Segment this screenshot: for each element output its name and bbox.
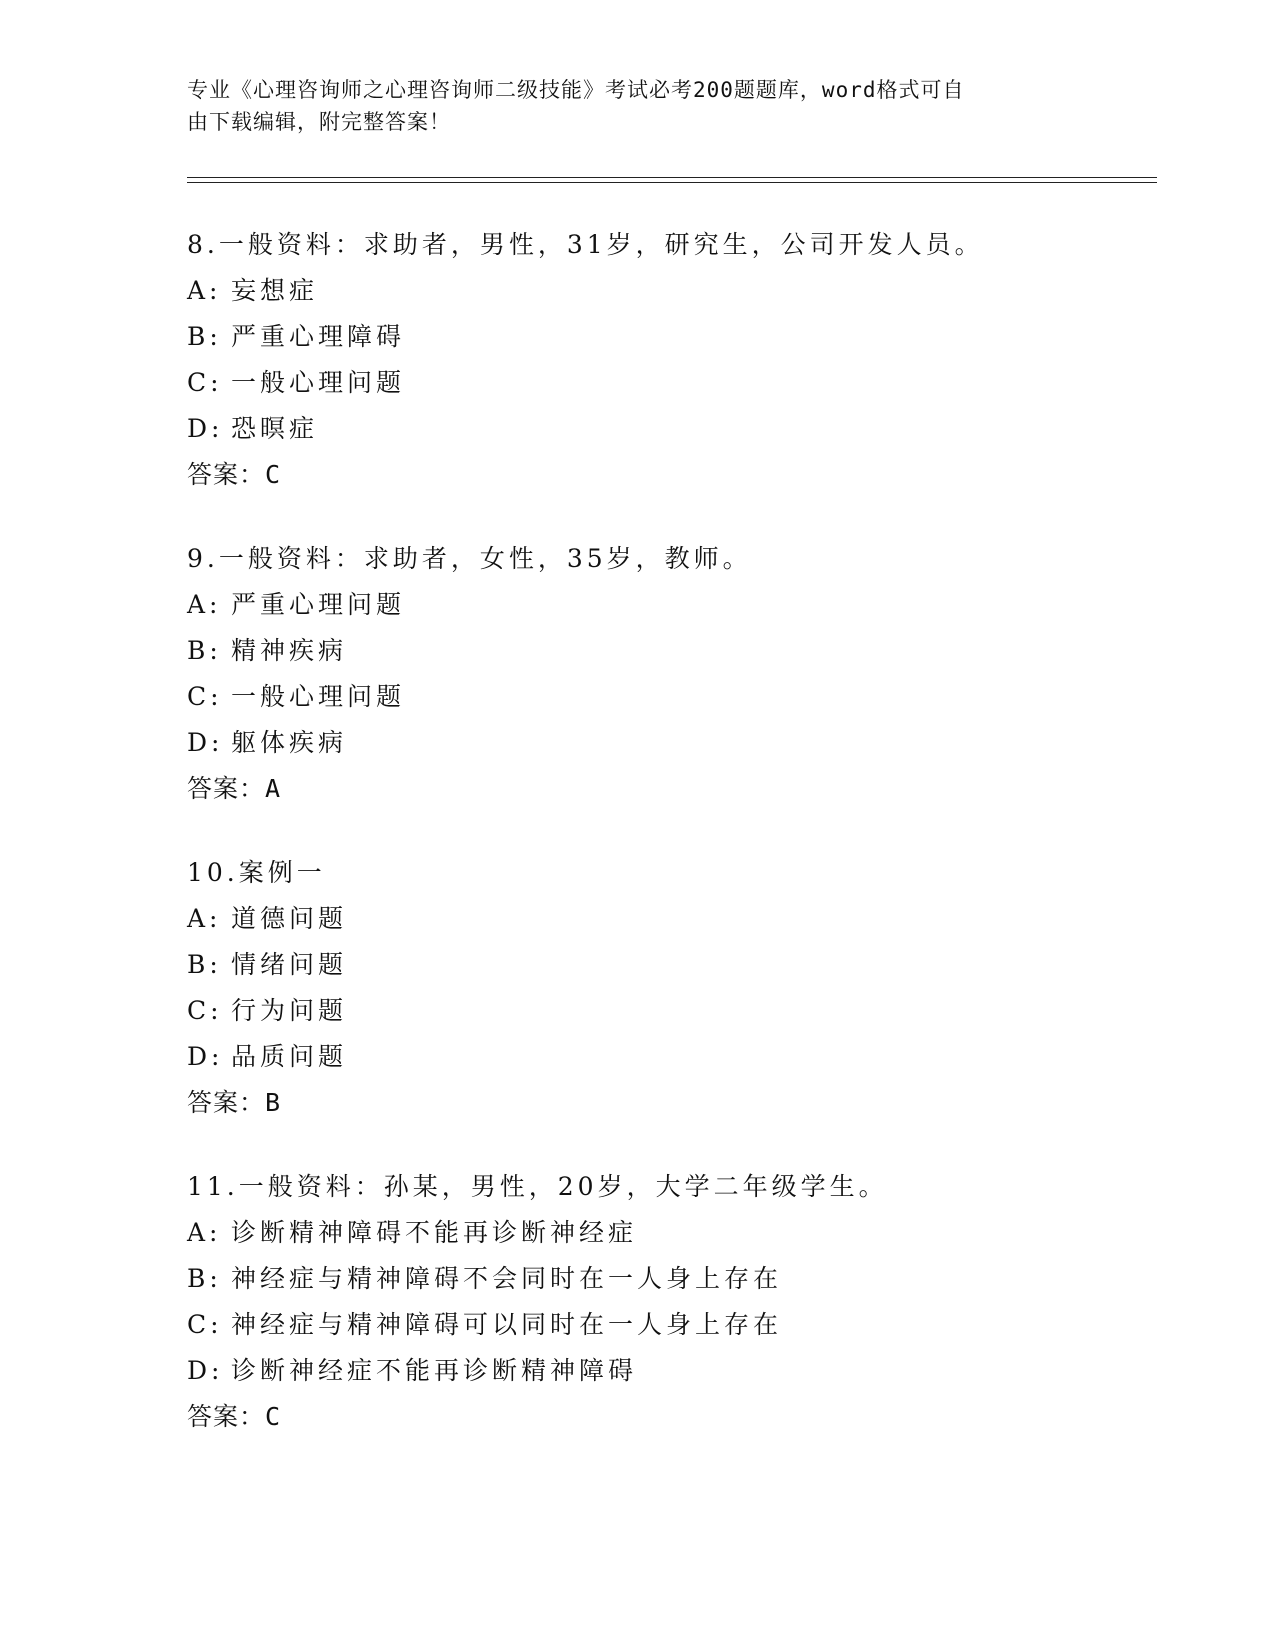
option-label: A: bbox=[187, 904, 222, 933]
header-line-2: 由下载编辑，附完整答案！ bbox=[187, 110, 451, 134]
option-label: A: bbox=[187, 590, 222, 619]
option-label: B: bbox=[187, 322, 222, 351]
option-text: 诊断神经症不能再诊断精神障碍 bbox=[231, 1356, 638, 1385]
option-d bbox=[187, 1034, 1087, 1080]
option-text: 严重心理障碍 bbox=[231, 322, 406, 351]
option-a bbox=[187, 1210, 1087, 1256]
option-a bbox=[187, 268, 1087, 314]
question-stem: 11.一般资料：孙某，男性，20岁，大学二年级学生。 bbox=[187, 1172, 888, 1201]
option-text: 妄想症 bbox=[231, 276, 319, 305]
option-b bbox=[187, 942, 1087, 988]
option-b bbox=[187, 314, 1087, 360]
option-label: C: bbox=[187, 682, 223, 711]
option-text: 情绪问题 bbox=[231, 950, 348, 979]
option-text: 一般心理问题 bbox=[231, 368, 406, 397]
answer-line: 答案：C bbox=[187, 460, 282, 489]
option-b bbox=[187, 628, 1087, 674]
option-label: A: bbox=[187, 276, 222, 305]
option-text: 神经症与精神障碍可以同时在一人身上存在 bbox=[231, 1310, 783, 1339]
question-block-10 bbox=[187, 850, 1087, 1126]
option-label: C: bbox=[187, 368, 223, 397]
question-stem: 10.案例一 bbox=[187, 858, 326, 887]
option-text: 严重心理问题 bbox=[231, 590, 406, 619]
option-label: B: bbox=[187, 1264, 222, 1293]
option-text: 精神疾病 bbox=[231, 636, 348, 665]
option-b bbox=[187, 1256, 1087, 1302]
answer-line: 答案：C bbox=[187, 1402, 282, 1431]
option-a bbox=[187, 582, 1087, 628]
option-c bbox=[187, 1302, 1087, 1348]
option-text: 躯体疾病 bbox=[231, 728, 348, 757]
option-label: D: bbox=[187, 728, 224, 757]
option-text: 恐暝症 bbox=[231, 414, 319, 443]
option-label: C: bbox=[187, 996, 223, 1025]
header-line-1: 专业《心理咨询师之心理咨询师二级技能》考试必考200题题库，word格式可自 bbox=[187, 78, 965, 102]
option-label: B: bbox=[187, 950, 222, 979]
option-text: 行为问题 bbox=[231, 996, 348, 1025]
option-c bbox=[187, 360, 1087, 406]
question-block-8 bbox=[187, 222, 1087, 498]
document-header bbox=[187, 74, 1067, 138]
question-block-11 bbox=[187, 1164, 1087, 1440]
answer-line: 答案：B bbox=[187, 1088, 282, 1117]
option-text: 品质问题 bbox=[231, 1042, 348, 1071]
question-stem: 8.一般资料：求助者，男性，31岁，研究生，公司开发人员。 bbox=[187, 230, 984, 259]
answer-line: 答案：A bbox=[187, 774, 282, 803]
option-label: C: bbox=[187, 1310, 223, 1339]
question-stem: 9.一般资料：求助者，女性，35岁，教师。 bbox=[187, 544, 752, 573]
header-divider-bottom bbox=[187, 182, 1157, 183]
option-a bbox=[187, 896, 1087, 942]
option-text: 诊断精神障碍不能再诊断神经症 bbox=[231, 1218, 638, 1247]
option-text: 一般心理问题 bbox=[231, 682, 406, 711]
option-label: B: bbox=[187, 636, 222, 665]
option-c bbox=[187, 674, 1087, 720]
option-d bbox=[187, 720, 1087, 766]
option-text: 神经症与精神障碍不会同时在一人身上存在 bbox=[231, 1264, 783, 1293]
option-label: D: bbox=[187, 1042, 224, 1071]
option-c bbox=[187, 988, 1087, 1034]
option-label: D: bbox=[187, 1356, 224, 1385]
option-d bbox=[187, 1348, 1087, 1394]
question-block-9 bbox=[187, 536, 1087, 812]
option-label: D: bbox=[187, 414, 224, 443]
option-label: A: bbox=[187, 1218, 222, 1247]
header-divider-top bbox=[187, 177, 1157, 178]
option-text: 道德问题 bbox=[231, 904, 348, 933]
option-d bbox=[187, 406, 1087, 452]
